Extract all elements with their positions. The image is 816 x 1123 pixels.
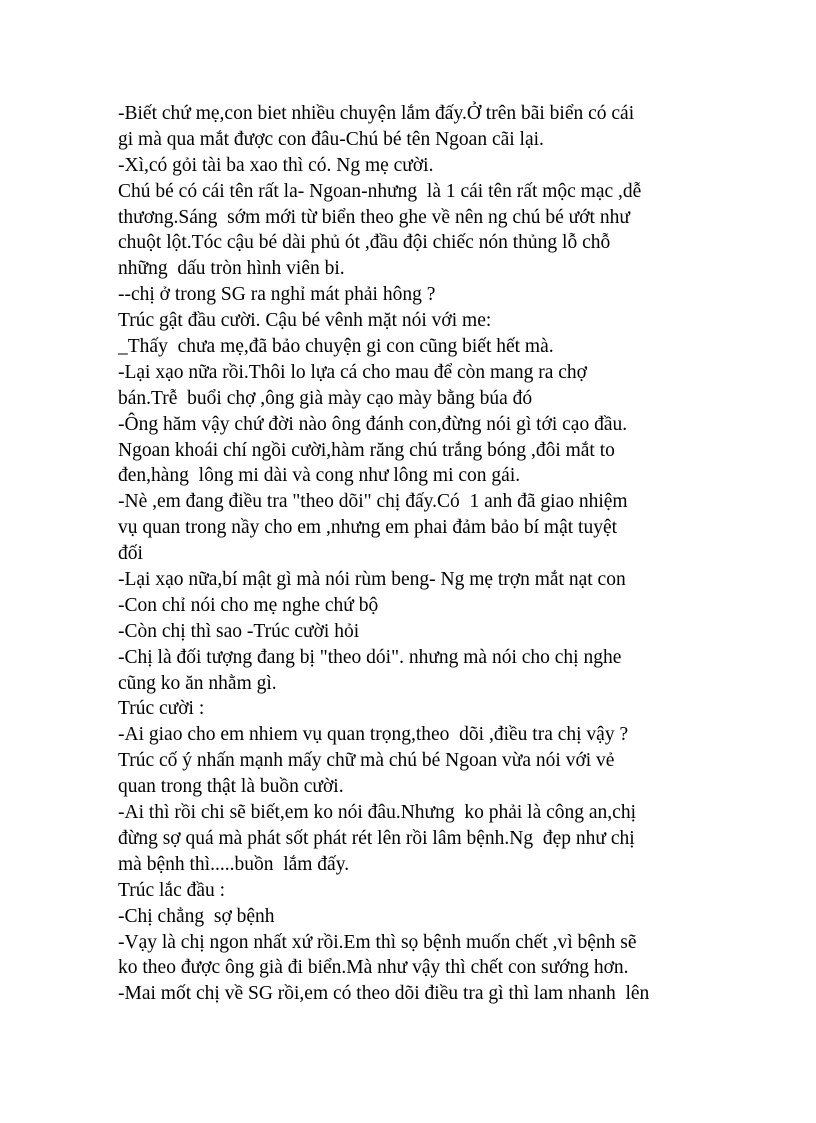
- text-line: _Thấy chưa mẹ,đã bảo chuyện gi con cũng biết hết mà.: [118, 336, 554, 358]
- text-line: -Xì,có gỏi tài ba xao thì có. Ng mẹ cười.: [118, 154, 434, 176]
- text-line: -Lại xạo nữa,bí mật gì mà nói rùm beng- Ng mẹ trợn mắt nạt con: [118, 569, 626, 591]
- text-line: -Nè ,em đang điều tra "theo dõi" chị đấy.Có 1 anh đã giao nhiệm: [118, 491, 628, 513]
- text-line: -Chị chẳng sợ bệnh: [118, 905, 275, 927]
- text-line: Trúc cười :: [118, 698, 205, 720]
- text-line: gi mà qua mắt được con đâu-Chú bé tên Ngoan cãi lại.: [118, 128, 544, 150]
- text-line: Ngoan khoái chí ngồi cười,hàm răng chú trắng bóng ,đôi mắt to: [118, 439, 615, 461]
- text-line: --chị ở trong SG ra nghỉ mát phải hông ?: [118, 284, 436, 306]
- text-line: -Lại xạo nữa rồi.Thôi lo lựa cá cho mau để còn mang ra chợ: [118, 361, 587, 383]
- text-line: vụ quan trong nầy cho em ,nhưng em phai đảm bảo bí mật tuyệt: [118, 517, 618, 539]
- text-line: -Ai thì rồi chi sẽ biết,em ko nói đâu.Nhưng ko phải là công an,chị: [118, 802, 636, 824]
- text-line: thương.Sáng sớm mới từ biển theo ghe về nên ng chú bé ướt như: [118, 206, 630, 228]
- text-line: đừng sợ quá mà phát sốt phát rét lên rồi lâm bệnh.Ng đẹp như chị: [118, 827, 635, 849]
- text-line: -Mai mốt chị về SG rồi,em có theo dõi điều tra gì thì lam nhanh lên: [118, 983, 650, 1005]
- text-line: Trúc cố ý nhấn mạnh mấy chữ mà chú bé Ngoan vừa nói với vẻ: [118, 750, 615, 772]
- text-line: -Con chỉ nói cho mẹ nghe chứ bộ: [118, 594, 379, 616]
- text-line: đối: [118, 543, 143, 565]
- text-line: quan trong thật là buồn cười.: [118, 776, 344, 798]
- text-line: -Ai giao cho em nhiem vụ quan trọng,theo dõi ,điều tra chị vậy ?: [118, 724, 629, 746]
- text-line: Trúc lắc đầu :: [118, 879, 226, 901]
- text-line: Chú bé có cái tên rất la- Ngoan-nhưng là 1 cái tên rất mộc mạc ,dễ: [118, 180, 642, 202]
- text-line: -Còn chị thì sao -Trúc cười hỏi: [118, 620, 360, 642]
- text-line: chuột lột.Tóc cậu bé dài phủ ót ,đầu đội chiếc nón thủng lỗ chỗ: [118, 232, 611, 254]
- text-line: mà bệnh thì.....buồn lắm đấy.: [118, 853, 350, 875]
- text-line: -Ông hăm vậy chứ đời nào ông đánh con,đừng nói gì tới cạo đầu.: [118, 413, 628, 435]
- text-line: cũng ko ăn nhằm gì.: [118, 672, 277, 694]
- story-text: [118, 101, 718, 1007]
- text-line: -Biết chứ mẹ,con biet nhiều chuyện lắm đấy.Ở trên bãi biển có cái: [118, 103, 635, 124]
- text-line: -Vạy là chị ngon nhất xứ rồi.Em thì sọ bệnh muốn chết ,vì bệnh sẽ: [118, 931, 637, 953]
- text-line: những dấu tròn hình viên bi.: [118, 258, 345, 280]
- text-line: Trúc gật đầu cười. Cậu bé vênh mặt nói với me:: [118, 310, 492, 332]
- text-line: bán.Trễ buổi chợ ,ông già mày cạo mày bằng búa đó: [118, 387, 533, 409]
- text-line: đen,hàng lông mi dài và cong như lông mi con gái.: [118, 465, 521, 487]
- text-line: ko theo được ông già đi biển.Mà như vậy thì chết con sướng hơn.: [118, 957, 629, 979]
- text-line: -Chị là đối tượng đang bị "theo dói". nhưng mà nói cho chị nghe: [118, 646, 622, 668]
